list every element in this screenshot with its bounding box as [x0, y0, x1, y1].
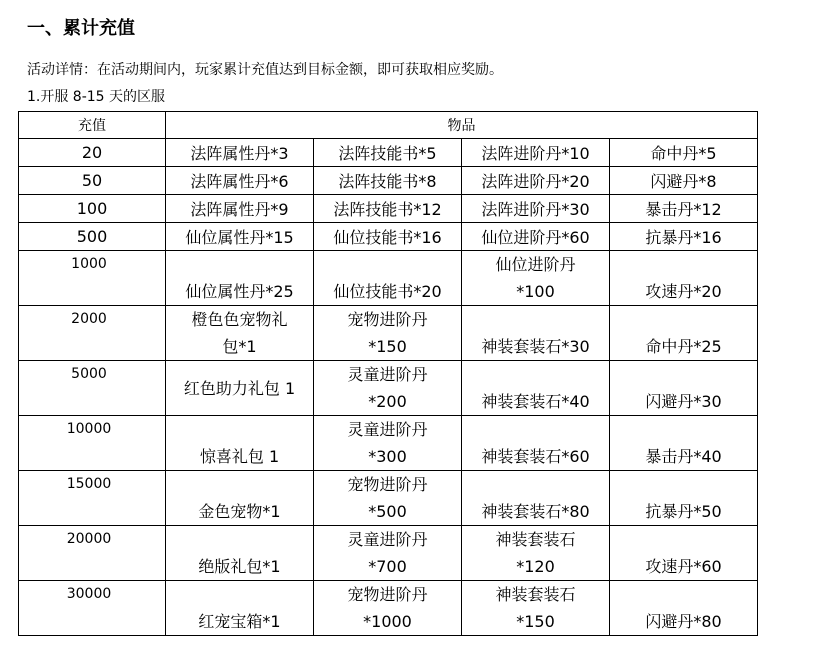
reward-item-lines [462, 416, 609, 470]
reward-item-lines [314, 306, 461, 360]
reward-item-lines [314, 416, 461, 470]
reward-item-text: 仙位进阶丹*60 [481, 228, 590, 247]
reward-item-cell [610, 251, 758, 306]
recharge-amount: 10000 [66, 421, 112, 437]
reward-item-text: 宠物进阶丹 [347, 310, 428, 329]
reward-item-text: 橙色色宠物礼 [191, 310, 288, 329]
reward-item-text: 仙位进阶丹 [495, 255, 576, 274]
reward-item-text: 神装套装石*30 [481, 337, 590, 356]
reward-item-cell [610, 195, 758, 223]
recharge-amount-cell [19, 526, 166, 581]
reward-item-cell [610, 416, 758, 471]
reward-item-text: 包*1 [222, 337, 257, 356]
recharge-amount-cell [19, 581, 166, 636]
table-row [19, 581, 758, 636]
header-amount: 充值 [19, 112, 166, 139]
reward-item-text: 闪避丹*80 [645, 612, 722, 631]
reward-item-text: 法阵进阶丹*10 [481, 144, 590, 163]
reward-item-lines [610, 361, 757, 415]
reward-item-cell [314, 471, 462, 526]
reward-item-text: 宠物进阶丹 [347, 585, 428, 604]
reward-item-text: *120 [516, 557, 555, 576]
table-row [19, 251, 758, 306]
recharge-amount: 5000 [71, 366, 107, 382]
reward-item-text: 神装套装石 [495, 585, 576, 604]
table-row [19, 306, 758, 361]
reward-item-text: 绝版礼包*1 [198, 557, 281, 576]
reward-item-text: 暴击丹*40 [645, 447, 722, 466]
server-range-subheading: 1.开服 8-15 天的区服 [27, 89, 166, 105]
reward-item-cell [462, 526, 610, 581]
reward-item-cell [166, 195, 314, 223]
reward-item-lines [314, 251, 461, 305]
reward-item-cell [610, 306, 758, 361]
reward-item-cell [462, 167, 610, 195]
reward-item-cell [314, 416, 462, 471]
reward-item-text: *700 [368, 557, 407, 576]
reward-item-lines [314, 581, 461, 635]
reward-item-text: *500 [368, 502, 407, 521]
table-row [19, 139, 758, 167]
recharge-reward-table [18, 111, 758, 636]
reward-item-cell [462, 581, 610, 636]
reward-item-cell [462, 361, 610, 416]
reward-item-text: 抗暴丹*16 [645, 228, 722, 247]
reward-item-text: 法阵属性丹*3 [190, 144, 289, 163]
table-row [19, 361, 758, 416]
reward-item-text: 法阵属性丹*6 [190, 172, 289, 191]
recharge-amount: 15000 [66, 476, 112, 492]
reward-item-cell [610, 471, 758, 526]
reward-item-cell [166, 306, 314, 361]
reward-item-cell [314, 581, 462, 636]
table-row [19, 223, 758, 251]
reward-item-lines [166, 471, 313, 525]
reward-item-text: 命中丹*25 [645, 337, 722, 356]
reward-item-cell [166, 167, 314, 195]
reward-item-text: 灵童进阶丹 [347, 420, 428, 439]
reward-item-cell [462, 139, 610, 167]
reward-item-text: 宠物进阶丹 [347, 475, 428, 494]
reward-item-text: 攻速丹*20 [645, 282, 722, 301]
reward-item-text: 神装套装石*80 [481, 502, 590, 521]
recharge-amount: 20 [81, 143, 103, 162]
reward-item-cell [610, 581, 758, 636]
reward-item-lines [610, 306, 757, 360]
reward-item-cell [166, 471, 314, 526]
reward-item-text: 法阵属性丹*9 [190, 200, 289, 219]
reward-item-text: 惊喜礼包 1 [199, 447, 280, 466]
activity-description: 活动详情：在活动期间内，玩家累计充值达到目标金额，即可获取相应奖励。 [27, 62, 503, 78]
reward-item-text: 神装套装石 [495, 530, 576, 549]
reward-item-cell [166, 223, 314, 251]
reward-item-cell [314, 361, 462, 416]
reward-item-lines [314, 526, 461, 580]
recharge-amount-cell [19, 167, 166, 195]
reward-item-cell [166, 251, 314, 306]
reward-item-cell [462, 251, 610, 306]
reward-item-text: *150 [516, 612, 555, 631]
reward-item-lines [462, 251, 609, 305]
reward-item-text: 闪避丹*30 [645, 392, 722, 411]
reward-item-cell [610, 167, 758, 195]
reward-item-cell [314, 526, 462, 581]
reward-item-text: 灵童进阶丹 [347, 530, 428, 549]
reward-item-text: 暴击丹*12 [645, 200, 722, 219]
reward-item-text: *100 [516, 282, 555, 301]
reward-item-cell [462, 195, 610, 223]
reward-item-text: 法阵技能书*5 [338, 144, 437, 163]
recharge-amount-cell [19, 223, 166, 251]
recharge-amount: 2000 [71, 311, 107, 327]
reward-table-body [19, 112, 758, 636]
reward-item-text: 抗暴丹*50 [645, 502, 722, 521]
recharge-amount-cell [19, 139, 166, 167]
reward-item-text: 仙位技能书*16 [333, 228, 442, 247]
reward-item-cell [610, 526, 758, 581]
reward-item-cell [314, 139, 462, 167]
reward-item-lines [462, 306, 609, 360]
reward-item-text: 闪避丹*8 [650, 172, 717, 191]
reward-item-text: *1000 [363, 612, 412, 631]
reward-item-cell [462, 223, 610, 251]
reward-item-cell [166, 416, 314, 471]
reward-item-text: 仙位属性丹*15 [185, 228, 294, 247]
reward-item-lines [166, 526, 313, 580]
reward-item-cell [314, 306, 462, 361]
reward-item-lines [166, 581, 313, 635]
reward-item-text: 法阵技能书*12 [333, 200, 442, 219]
reward-item-cell [610, 223, 758, 251]
reward-item-cell [314, 223, 462, 251]
reward-item-cell [610, 361, 758, 416]
reward-item-text: 仙位技能书*20 [333, 282, 442, 301]
reward-item-lines [610, 581, 757, 635]
reward-item-cell [314, 195, 462, 223]
recharge-amount: 500 [76, 227, 108, 246]
reward-item-cell [166, 139, 314, 167]
recharge-amount: 20000 [66, 531, 112, 547]
reward-item-lines [462, 471, 609, 525]
table-row [19, 167, 758, 195]
reward-item-text: *150 [368, 337, 407, 356]
table-row [19, 471, 758, 526]
reward-item-lines [314, 361, 461, 415]
table-row [19, 526, 758, 581]
reward-item-lines [610, 251, 757, 305]
recharge-amount: 1000 [71, 256, 107, 272]
recharge-amount-cell [19, 251, 166, 306]
reward-item-lines [462, 581, 609, 635]
reward-item-text: 法阵进阶丹*30 [481, 200, 590, 219]
table-row [19, 195, 758, 223]
recharge-amount: 50 [81, 171, 103, 190]
reward-item-text: 命中丹*5 [650, 144, 717, 163]
reward-item-cell [166, 581, 314, 636]
recharge-amount: 100 [76, 199, 108, 218]
recharge-amount: 30000 [66, 586, 112, 602]
reward-item-cell [166, 526, 314, 581]
reward-item-text: 金色宠物*1 [198, 502, 281, 521]
reward-item-lines [166, 361, 313, 415]
reward-item-text: 法阵技能书*8 [338, 172, 437, 191]
recharge-amount-cell [19, 306, 166, 361]
reward-item-cell [610, 139, 758, 167]
reward-item-cell [166, 361, 314, 416]
reward-item-text: 红宠宝箱*1 [198, 612, 281, 631]
table-header-row [19, 112, 758, 139]
reward-item-cell [314, 167, 462, 195]
reward-item-text: 攻速丹*60 [645, 557, 722, 576]
recharge-amount-cell [19, 195, 166, 223]
reward-item-text: 灵童进阶丹 [347, 365, 428, 384]
reward-item-text: 仙位属性丹*25 [185, 282, 294, 301]
reward-item-lines [610, 471, 757, 525]
reward-item-cell [462, 416, 610, 471]
reward-item-lines [462, 361, 609, 415]
reward-item-text: 神装套装石*40 [481, 392, 590, 411]
recharge-amount-cell [19, 416, 166, 471]
page-title: 一、累计充值 [27, 18, 135, 39]
reward-item-lines [462, 526, 609, 580]
reward-item-lines [610, 526, 757, 580]
reward-item-cell [462, 471, 610, 526]
reward-item-text: 法阵进阶丹*20 [481, 172, 590, 191]
reward-item-lines [166, 306, 313, 360]
reward-item-text: *200 [368, 392, 407, 411]
recharge-amount-cell [19, 361, 166, 416]
table-row [19, 416, 758, 471]
reward-item-lines [166, 416, 313, 470]
reward-item-cell [314, 251, 462, 306]
reward-item-cell [462, 306, 610, 361]
header-items: 物品 [166, 112, 758, 139]
reward-item-text: 神装套装石*60 [481, 447, 590, 466]
reward-item-text: *300 [368, 447, 407, 466]
reward-item-text: 红色助力礼包 1 [183, 378, 296, 398]
recharge-amount-cell [19, 471, 166, 526]
reward-item-lines [610, 416, 757, 470]
reward-item-lines [314, 471, 461, 525]
reward-item-lines [166, 251, 313, 305]
